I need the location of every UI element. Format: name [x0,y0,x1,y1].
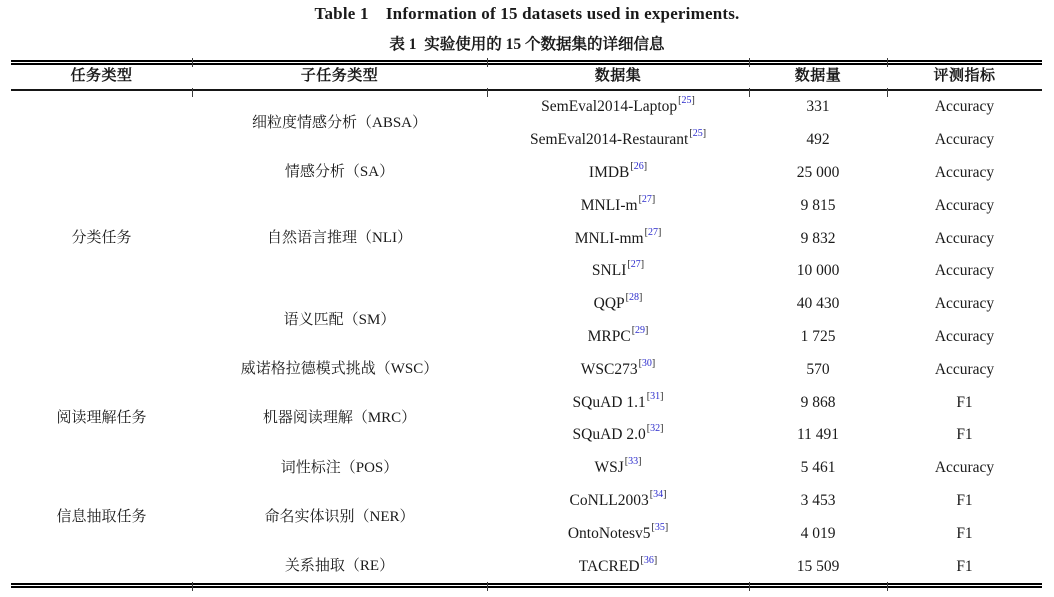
dataset-cell [487,353,749,386]
subtask-cell: 关系抽取（RE） [284,557,395,574]
dataset-name: SemEval2014-Restaurant [529,131,689,149]
citation-bracket: [ [627,259,631,271]
citation-bracket: [ [689,128,693,140]
dataset-size-cell: 10 000 [796,262,840,280]
subtask-cell: 词性标注（POS） [280,459,399,476]
dataset-name: TACRED [578,557,640,575]
citation-bracket: ] [643,160,648,172]
dataset-cell [487,222,749,255]
dataset-name: IMDB [588,164,630,182]
subtask-cell: 威诺格拉德模式挑战（WSC） [240,361,439,378]
metric-cell: Accuracy [934,459,995,477]
dataset-name: SQuAD 2.0 [572,426,646,444]
dataset-cell [487,321,749,354]
citation-bracket: ] [663,488,667,500]
citation-bracket: [ [624,456,629,468]
citation-bracket: [ [630,160,634,172]
subtask-cell: 语义匹配（SM） [283,311,396,328]
dataset-name: MRPC [587,328,631,346]
metric-cell: F1 [956,393,973,411]
column-header-data-size: 数据量 [794,68,842,85]
dataset-size-cell: 9 815 [800,196,836,214]
dataset-cell [487,550,749,583]
dataset-size-cell: 570 [806,360,830,378]
citation-link[interactable] [647,392,664,402]
metric-cell: Accuracy [934,131,995,149]
column-boundary-tick [887,58,888,67]
dataset-name: WSC273 [580,360,638,378]
citation-link[interactable] [650,490,667,500]
citation-link[interactable] [689,129,706,139]
column-boundary-tick [192,582,193,591]
column-header-dataset: 数据集 [594,68,642,85]
dataset-size-cell: 1 725 [800,328,836,346]
citation-number: 34 [653,488,664,500]
column-boundary-tick [192,58,193,67]
citation-number: 30 [641,357,652,369]
dataset-cell [487,124,749,157]
metric-cell: Accuracy [934,328,995,346]
subtask-cell: 机器阅读理解（MRC） [262,410,417,427]
citation-number: 25 [681,95,692,107]
table-title-english: Table 1 Information of 15 datasets used in experiments. [314,4,740,23]
table-header-row [11,65,1042,89]
task-type-cell: 分类任务 [71,229,132,246]
citation-link[interactable] [647,424,664,434]
dataset-size-cell: 331 [806,98,830,116]
dataset-cell [487,157,749,190]
column-boundary-tick [487,58,488,67]
citation-bracket: [ [638,357,642,369]
dataset-cell [487,189,749,222]
column-header-metric: 评测指标 [933,68,996,85]
citation-bracket: [ [638,193,642,205]
column-boundary-tick [487,582,488,591]
subtask-cell: 细粒度情感分析（ABSA） [251,115,427,132]
dataset-size-cell: 9 868 [800,393,836,411]
dataset-name: SQuAD 1.1 [572,393,646,411]
citation-bracket: [ [649,488,654,500]
citation-bracket: [ [678,95,682,107]
column-header-subtask-type: 子任务类型 [300,68,379,85]
dataset-cell [487,517,749,550]
citation-link[interactable] [626,293,643,303]
citation-number: 28 [629,292,639,304]
citation-link[interactable] [630,162,647,172]
table-body [11,91,1042,583]
dataset-name: CoNLL2003 [569,492,649,510]
dataset-cell [487,485,749,518]
dataset-size-cell: 492 [806,131,830,149]
citation-number: 36 [643,554,654,566]
dataset-name: MNLI-m [580,196,638,214]
datasets-table [11,60,1042,588]
metric-cell: F1 [956,426,973,444]
table-title-chinese: 表 1 实验使用的 15 个数据集的详细信息 [389,36,665,53]
citation-bracket: [ [646,423,651,435]
citation-bracket: ] [653,554,658,566]
dataset-size-cell: 4 019 [800,524,836,542]
citation-link[interactable] [641,556,658,566]
citation-bracket: ] [638,456,642,468]
citation-number: 29 [635,324,646,336]
dataset-name: MNLI-mm [574,229,644,247]
citation-bracket: [ [631,324,636,336]
citation-bracket: ] [691,95,695,107]
citation-number: 26 [633,160,644,172]
metric-cell: Accuracy [934,360,995,378]
citation-bracket: ] [645,324,649,336]
citation-link[interactable] [625,457,642,467]
citation-bracket: ] [639,292,643,304]
citation-number: 32 [650,423,661,435]
citation-bracket: ] [651,357,656,369]
citation-bracket: [ [646,390,651,402]
column-boundary-tick [749,88,750,97]
metric-cell: Accuracy [934,164,995,182]
citation-link[interactable] [627,260,644,270]
citation-bracket: ] [657,226,662,238]
dataset-name: SNLI [591,262,627,280]
metric-cell: Accuracy [934,295,995,313]
column-boundary-tick [487,88,488,97]
subtask-cell: 命名实体识别（NER） [264,508,415,525]
citation-bracket: ] [640,259,645,271]
task-type-cell: 信息抽取任务 [56,508,147,525]
citation-number: 25 [692,128,703,140]
subtask-cell: 自然语言推理（NLI） [267,229,412,246]
citation-bracket: ] [664,521,669,533]
metric-cell: F1 [956,557,973,575]
dataset-size-cell: 3 453 [800,492,836,510]
metric-cell: Accuracy [934,98,995,116]
metric-cell: Accuracy [934,196,995,214]
dataset-name: QQP [593,295,625,313]
citation-link[interactable] [651,523,668,533]
column-boundary-tick [192,88,193,97]
citation-number: 35 [654,521,665,533]
dataset-size-cell: 25 000 [796,164,840,182]
dataset-cell [487,452,749,485]
citation-bracket: [ [644,226,648,238]
dataset-size-cell: 15 509 [796,557,840,575]
metric-cell: F1 [956,524,973,542]
citation-number: 31 [650,390,661,402]
metric-cell: Accuracy [934,262,995,280]
subtask-cell: 情感分析（SA） [284,164,395,181]
citation-number: 27 [630,259,641,271]
citation-link[interactable] [639,195,656,205]
citation-bracket: [ [651,521,655,533]
dataset-size-cell: 9 832 [800,229,836,247]
metric-cell: Accuracy [934,229,995,247]
dataset-size-cell: 40 430 [796,295,840,313]
dataset-cell [487,386,749,419]
dataset-name: OntoNotesv5 [567,524,651,542]
citation-link[interactable] [678,96,695,106]
dataset-name: WSJ [594,459,624,477]
dataset-size-cell: 11 491 [796,426,840,444]
citation-number: 27 [641,193,652,205]
dataset-name: SemEval2014-Laptop [541,98,678,116]
citation-bracket: ] [702,128,707,140]
citation-link[interactable] [645,228,662,238]
metric-cell: F1 [956,492,973,510]
column-boundary-tick [887,582,888,591]
dataset-cell [487,255,749,288]
citation-link[interactable] [632,326,649,336]
dataset-cell [487,288,749,321]
citation-number: 27 [647,226,658,238]
column-boundary-tick [749,582,750,591]
citation-bracket: ] [660,390,664,402]
citation-bracket: ] [651,193,656,205]
citation-bracket: [ [625,292,629,304]
column-boundary-tick [749,58,750,67]
citation-number: 33 [628,456,639,468]
task-type-cell: 阅读理解任务 [56,410,147,427]
citation-bracket: ] [660,423,664,435]
dataset-cell [487,419,749,452]
citation-link[interactable] [639,359,656,369]
column-header-task-type: 任务类型 [70,68,133,85]
dataset-cell [487,91,749,124]
dataset-size-cell: 5 461 [800,459,836,477]
citation-bracket: [ [640,554,644,566]
column-boundary-tick [887,88,888,97]
